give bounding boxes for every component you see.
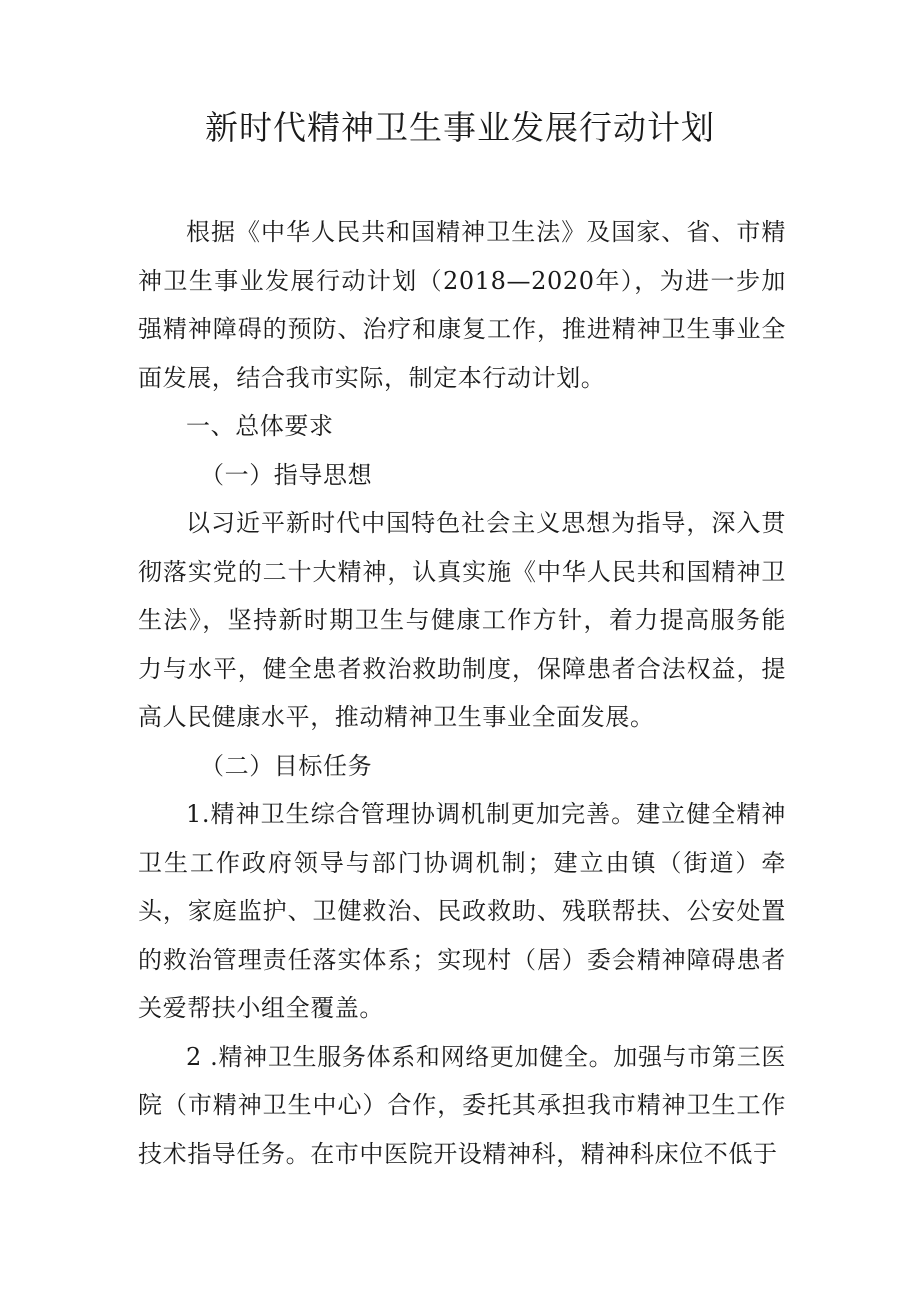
section-heading-general-requirements: 一、总体要求 [186,412,334,440]
subsection-heading-guiding-ideology: （一）指导思想 [200,460,373,489]
goal-item-1-paragraph: 1.精神卫生综合管理协调机制更加完善。建立健全精神卫生工作政府领导与部门协调机制；建立由镇（街道）牵头，家庭监护、卫健救治、民政救助、残联帮扶、公安处置的救治管理责任落实体系；实现村（居）委会精神障碍患者关爱帮扶小组全覆盖。 [138,800,786,1022]
guiding-ideology-paragraph: 以习近平新时代中国特色社会主义思想为指导，深入贯彻落实党的二十大精神，认真实施《中华人民共和国精神卫生法》，坚持新时期卫生与健康工作方针，着力提高服务能力与水平，健全患者救治救助制度，保障患者合法权益，提高人民健康水平，推动精神卫生事业全面发展。 [138,509,786,731]
document-title: 新时代精神卫生事业发展行动计划 [205,108,715,147]
document-body [138,208,786,1178]
subsection-heading-goals-tasks: （二）目标任务 [200,751,373,780]
intro-paragraph: 根据《中华人民共和国精神卫生法》及国家、省、市精神卫生事业发展行动计划（2018—2020年），为进一步加强精神障碍的预防、治疗和康复工作，推进精神卫生事业全面发展，结合我市实际，制定本行动计划。 [138,218,786,392]
goal-item-2-paragraph: 2 .精神卫生服务体系和网络更加健全。加强与市第三医院（市精神卫生中心）合作，委托其承担我市精神卫生工作技术指导任务。在市中医院开设精神科，精神科床位不低于 [138,1042,786,1168]
